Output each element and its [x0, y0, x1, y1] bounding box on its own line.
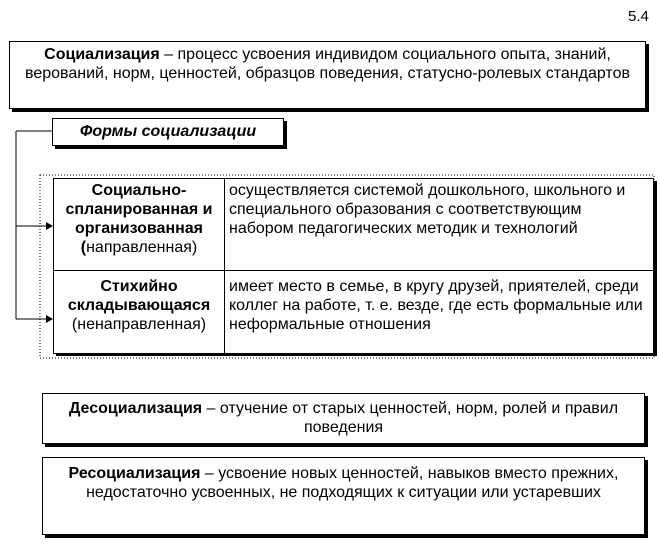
forms-title: Формы социализации	[52, 118, 284, 146]
resocialization-term: Ресоциализация	[68, 465, 201, 482]
form-1-name-bold: Социально-спланированная и организованная (	[65, 182, 213, 256]
socialization-term: Социализация	[44, 46, 160, 63]
form-2-description: имеет место в семье, в кругу друзей, приятелей, среди коллег на работе, т. е. везде, где есть формальные или неформальные отношения	[224, 270, 654, 354]
form-1-name	[53, 178, 225, 271]
arrow-head-2-icon	[46, 315, 53, 323]
resocialization-definition-box	[42, 457, 645, 535]
arrow-head-1-icon	[46, 222, 53, 230]
form-1-description: осуществляется системой дошкольного, школьного и специального образования с соответствующим набором педагогических методик и технологий	[224, 178, 654, 271]
resocialization-definition: – усвоение новых ценностей, навыков вместо прежних, недостаточно усвоенных, не подходящих к ситуации или устаревших	[86, 465, 619, 501]
desocialization-definition: – отучение от старых ценностей, норм, ролей и правил поведения	[202, 400, 619, 436]
desocialization-term: Десоциализация	[68, 400, 203, 417]
socialization-definition: – процесс усвоения индивидом социального опыта, знаний, верований, норм, ценностей, образцов поведения, статусно-ролевых стандартов	[25, 46, 630, 82]
form-2-name-bold: Стихийно складывающаяся	[67, 278, 211, 314]
form-2-name	[53, 270, 225, 354]
form-2-name-tail: (ненаправленная)	[71, 316, 207, 333]
page-number: 5.4	[628, 8, 649, 25]
desocialization-definition-box	[42, 393, 645, 444]
form-1-name-tail: направленная)	[86, 239, 198, 256]
